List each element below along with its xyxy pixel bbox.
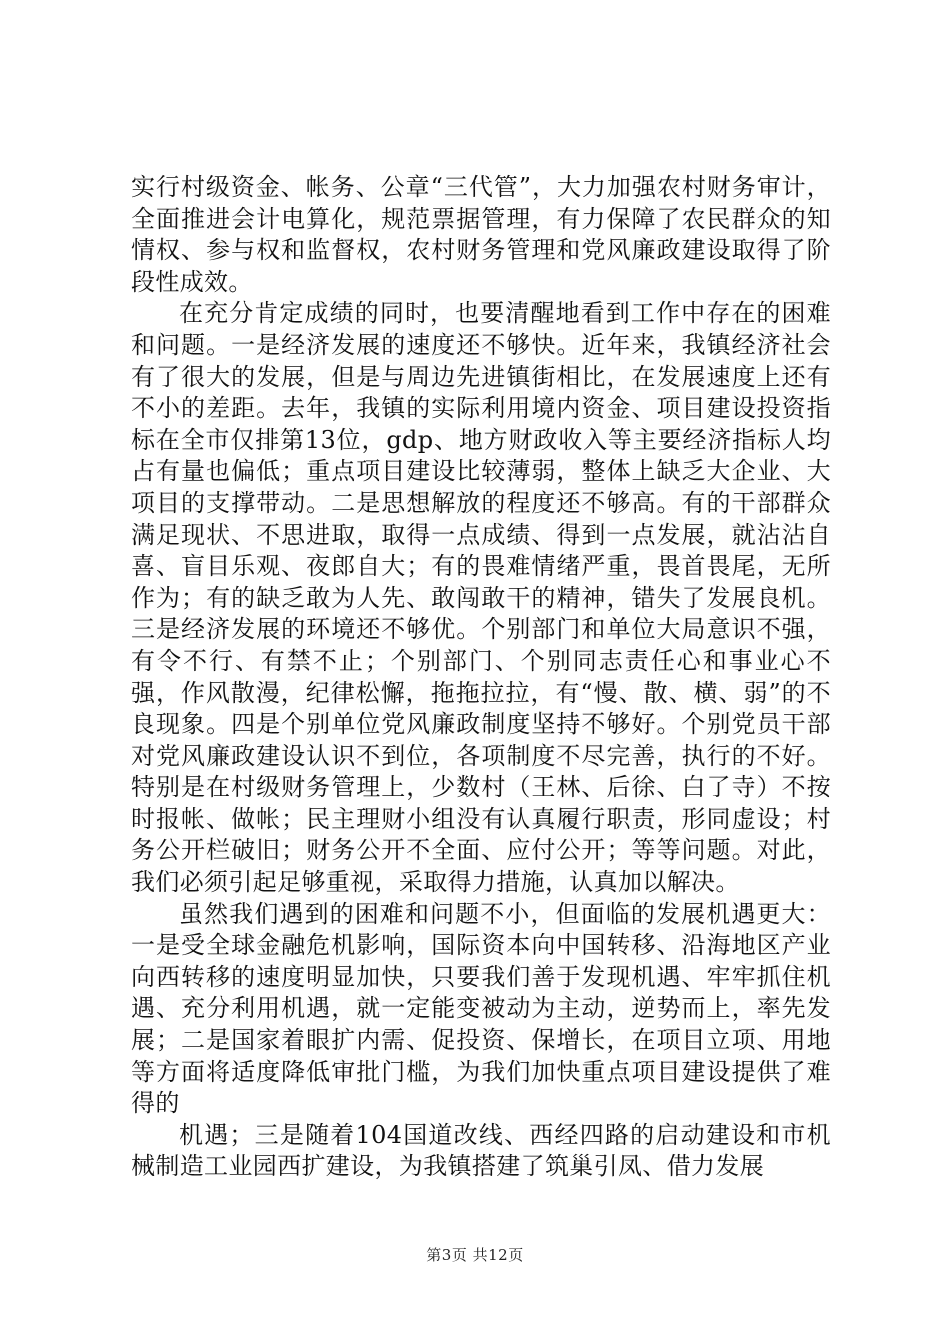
paragraph-opportunities: 虽然我们遇到的困难和问题不小，但面临的发展机遇更大：一是受全球金融危机影响，国际资本向中国转移、沿海地区产业向西转移的速度明显加快，只要我们善于发现机遇、牢牢抓住机遇、充分利用机遇，就一定能变被动为主动，逆势而上，率先发展；二是国家着眼扩内需、促投资、保增长，在项目立项、用地等方面将适度降低审批门槛，为我们加快重点项目建设提供了难得的 <box>131 899 831 1118</box>
paragraph-opportunities-continued: 机遇；三是随着104国道改线、西经四路的启动建设和市机械制造工业园西扩建设，为我镇搭建了筑巢引凤、借力发展 <box>131 1120 831 1181</box>
document-body <box>131 172 831 1183</box>
page-number-footer: 第3页 共12页 <box>426 1246 524 1264</box>
paragraph-problems: 在充分肯定成绩的同时，也要清醒地看到工作中存在的困难和问题。一是经济发展的速度还不够快。近年来，我镇经济社会有了很大的发展，但是与周边先进镇街相比，在发展速度上还有不小的差距。去年，我镇的实际利用境内资金、项目建设投资指标在全市仅排第13位，gdp、地方财政收入等主要经济指标人均占有量也偏低；重点项目建设比较薄弱，整体上缺乏大企业、大项目的支撑带动。二是思想解放的程度还不够高。有的干部群众满足现状、不思进取，取得一点成绩、得到一点发展，就沾沾自喜、盲目乐观、夜郎自大；有的畏难情绪严重，畏首畏尾，无所作为；有的缺乏敢为人先、敢闯敢干的精神，错失了发展良机。三是经济发展的环境还不够优。个别部门和单位大局意识不强，有令不行、有禁不止；个别部门、个别同志责任心和事业心不强，作风散漫，纪律松懈，拖拖拉拉，有“慢、散、横、弱”的不良现象。四是个别单位党风廉政制度坚持不够好。个别党员干部对党风廉政建设认识不到位，各项制度不尽完善，执行的不好。特别是在村级财务管理上，少数村（王林、后徐、白了寺）不按时报帐、做帐；民主理财小组没有认真履行职责，形同虚设；村务公开栏破旧；财务公开不全面、应付公开；等等问题。对此，我们必须引起足够重视，采取得力措施，认真加以解决。 <box>131 299 831 897</box>
paragraph-continuation: 实行村级资金、帐务、公章“三代管”，大力加强农村财务审计，全面推进会计电算化，规范票据管理，有力保障了农民群众的知情权、参与权和监督权，农村财务管理和党风廉政建设取得了阶段性成效。 <box>131 173 831 296</box>
